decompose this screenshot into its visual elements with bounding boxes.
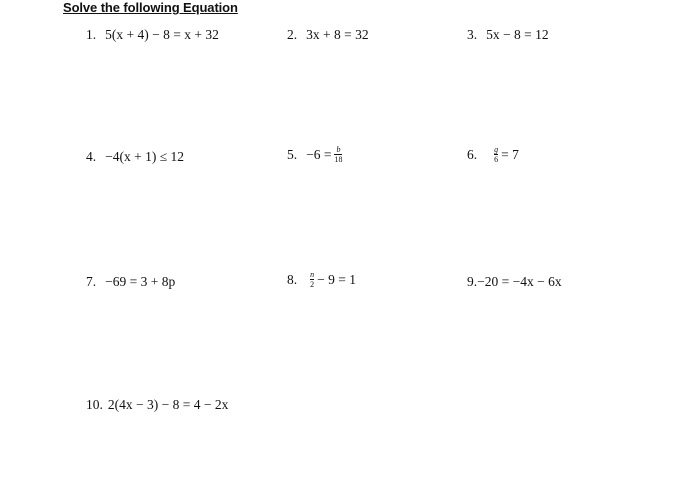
problem-number: 5. bbox=[287, 146, 298, 162]
fraction bbox=[310, 270, 314, 289]
problem-1 bbox=[86, 27, 219, 43]
problem-number: 3. bbox=[467, 27, 478, 42]
equation: 2(4x − 3) − 8 = 4 − 2x bbox=[107, 397, 229, 412]
fraction bbox=[494, 145, 498, 164]
worksheet-heading: Solve the following Equation bbox=[63, 0, 238, 15]
problem-number: 7. bbox=[86, 274, 97, 289]
problem-number: 6. bbox=[467, 146, 478, 162]
fraction-denominator: 6 bbox=[494, 155, 499, 164]
equation bbox=[491, 145, 519, 164]
fraction-numerator: g bbox=[494, 145, 499, 154]
problem-3 bbox=[467, 27, 549, 43]
equation bbox=[306, 145, 345, 164]
problem-2 bbox=[287, 27, 369, 43]
problem-number: 8. bbox=[287, 271, 298, 287]
equation: −69 = 3 + 8p bbox=[105, 274, 176, 289]
problem-number: 10. bbox=[86, 397, 103, 412]
equation bbox=[307, 270, 356, 289]
problem-10 bbox=[86, 397, 228, 413]
equation-right: = 7 bbox=[501, 146, 519, 162]
problem-number: 9. bbox=[467, 274, 478, 289]
fraction bbox=[334, 145, 342, 164]
equation: 3x + 8 = 32 bbox=[306, 27, 369, 42]
problem-4 bbox=[86, 149, 184, 165]
equation: 5x − 8 = 12 bbox=[486, 27, 549, 42]
equation: 5(x + 4) − 8 = x + 32 bbox=[105, 27, 219, 42]
equation: −20 = −4x − 6x bbox=[477, 274, 562, 289]
equation: −4(x + 1) ≤ 12 bbox=[105, 149, 185, 164]
fraction-numerator: b bbox=[336, 145, 341, 154]
equation-right: − 9 = 1 bbox=[317, 271, 356, 287]
problem-5 bbox=[287, 145, 345, 164]
problem-9 bbox=[467, 274, 562, 290]
fraction-denominator: 18 bbox=[334, 155, 343, 164]
fraction-numerator: n bbox=[310, 270, 315, 279]
problem-number: 4. bbox=[86, 149, 97, 164]
problem-7 bbox=[86, 274, 175, 290]
problem-number: 1. bbox=[86, 27, 97, 42]
fraction-denominator: 2 bbox=[310, 280, 315, 289]
problem-8 bbox=[287, 270, 356, 289]
equation-left: −6 = bbox=[306, 146, 332, 162]
problem-6 bbox=[467, 145, 519, 164]
problem-number: 2. bbox=[287, 27, 298, 42]
